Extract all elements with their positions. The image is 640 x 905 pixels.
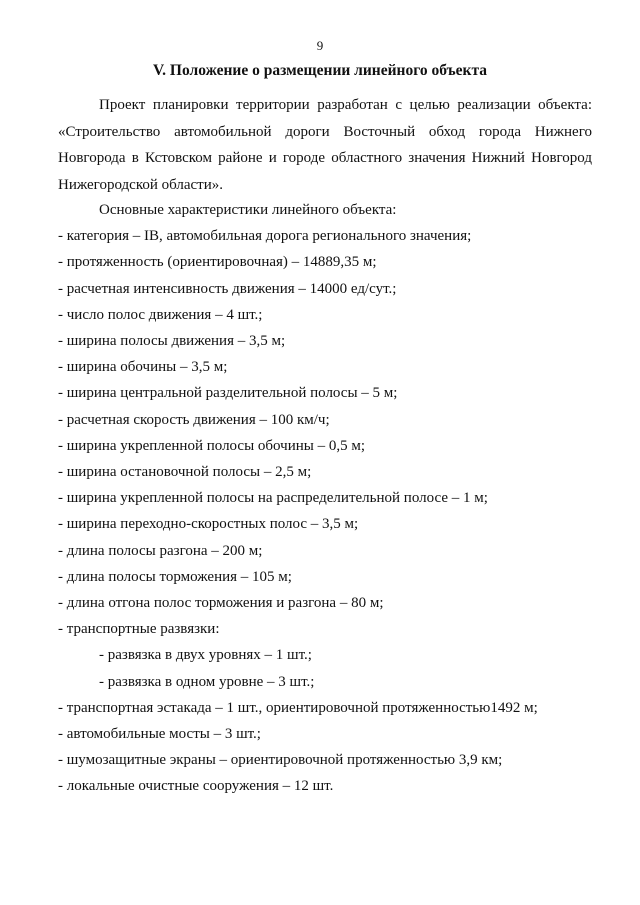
section-heading: V. Положение о размещении линейного объекта xyxy=(152,62,488,79)
list-item: - ширина обочины – 3,5 м; xyxy=(58,359,228,376)
list-item: - транспортная эстакада – 1 шт., ориентировочной протяженностью1492 м; xyxy=(58,699,538,716)
sub-list-item: - развязка в двух уровнях – 1 шт.; xyxy=(99,647,312,664)
page-number: 9 xyxy=(316,38,324,53)
list-item: - локальные очистные сооружения – 12 шт. xyxy=(58,778,334,795)
list-item: - ширина укрепленной полосы обочины – 0,5 м; xyxy=(58,437,365,454)
list-item: - автомобильные мосты – 3 шт.; xyxy=(58,726,261,743)
list-item: - расчетная скорость движения – 100 км/ч; xyxy=(58,411,330,428)
list-item: - длина полосы разгона – 200 м; xyxy=(58,542,263,559)
list-item: - длина полосы торможения – 105 м; xyxy=(58,568,292,585)
list-item: - категория – IB, автомобильная дорога регионального значения; xyxy=(58,228,472,245)
list-item: - ширина укрепленной полосы на распределительной полосе – 1 м; xyxy=(58,490,488,507)
list-item: - транспортные развязки: xyxy=(58,621,220,638)
list-item: - ширина полосы движения – 3,5 м; xyxy=(58,333,286,350)
list-item: - расчетная интенсивность движения – 14000 ед/сут.; xyxy=(58,280,397,297)
list-item: - шумозащитные экраны – ориентировочной протяженностью 3,9 км; xyxy=(58,752,503,769)
list-item: - ширина центральной разделительной полосы – 5 м; xyxy=(58,385,398,402)
characteristics-title: Основные характеристики линейного объекта: xyxy=(99,202,397,218)
sub-list-item: - развязка в одном уровне – 3 шт.; xyxy=(99,673,315,690)
list-item: - длина отгона полос торможения и разгона – 80 м; xyxy=(58,595,384,612)
characteristics-list xyxy=(58,197,598,800)
intro-paragraph: Проект планировки территории разработан с целью реализации объекта: «Строительство автомобильной дороги Восточный обход города Нижнего Новгорода в Кстовском районе и городе областного значения Нижний Новгород Нижегородской области». xyxy=(58,97,592,193)
list-item: - ширина остановочной полосы – 2,5 м; xyxy=(58,464,312,481)
list-item: - протяженность (ориентировочная) – 14889,35 м; xyxy=(58,254,377,271)
list-item: - число полос движения – 4 шт.; xyxy=(58,306,263,323)
list-item: - ширина переходно-скоростных полос – 3,5 м; xyxy=(58,516,359,533)
